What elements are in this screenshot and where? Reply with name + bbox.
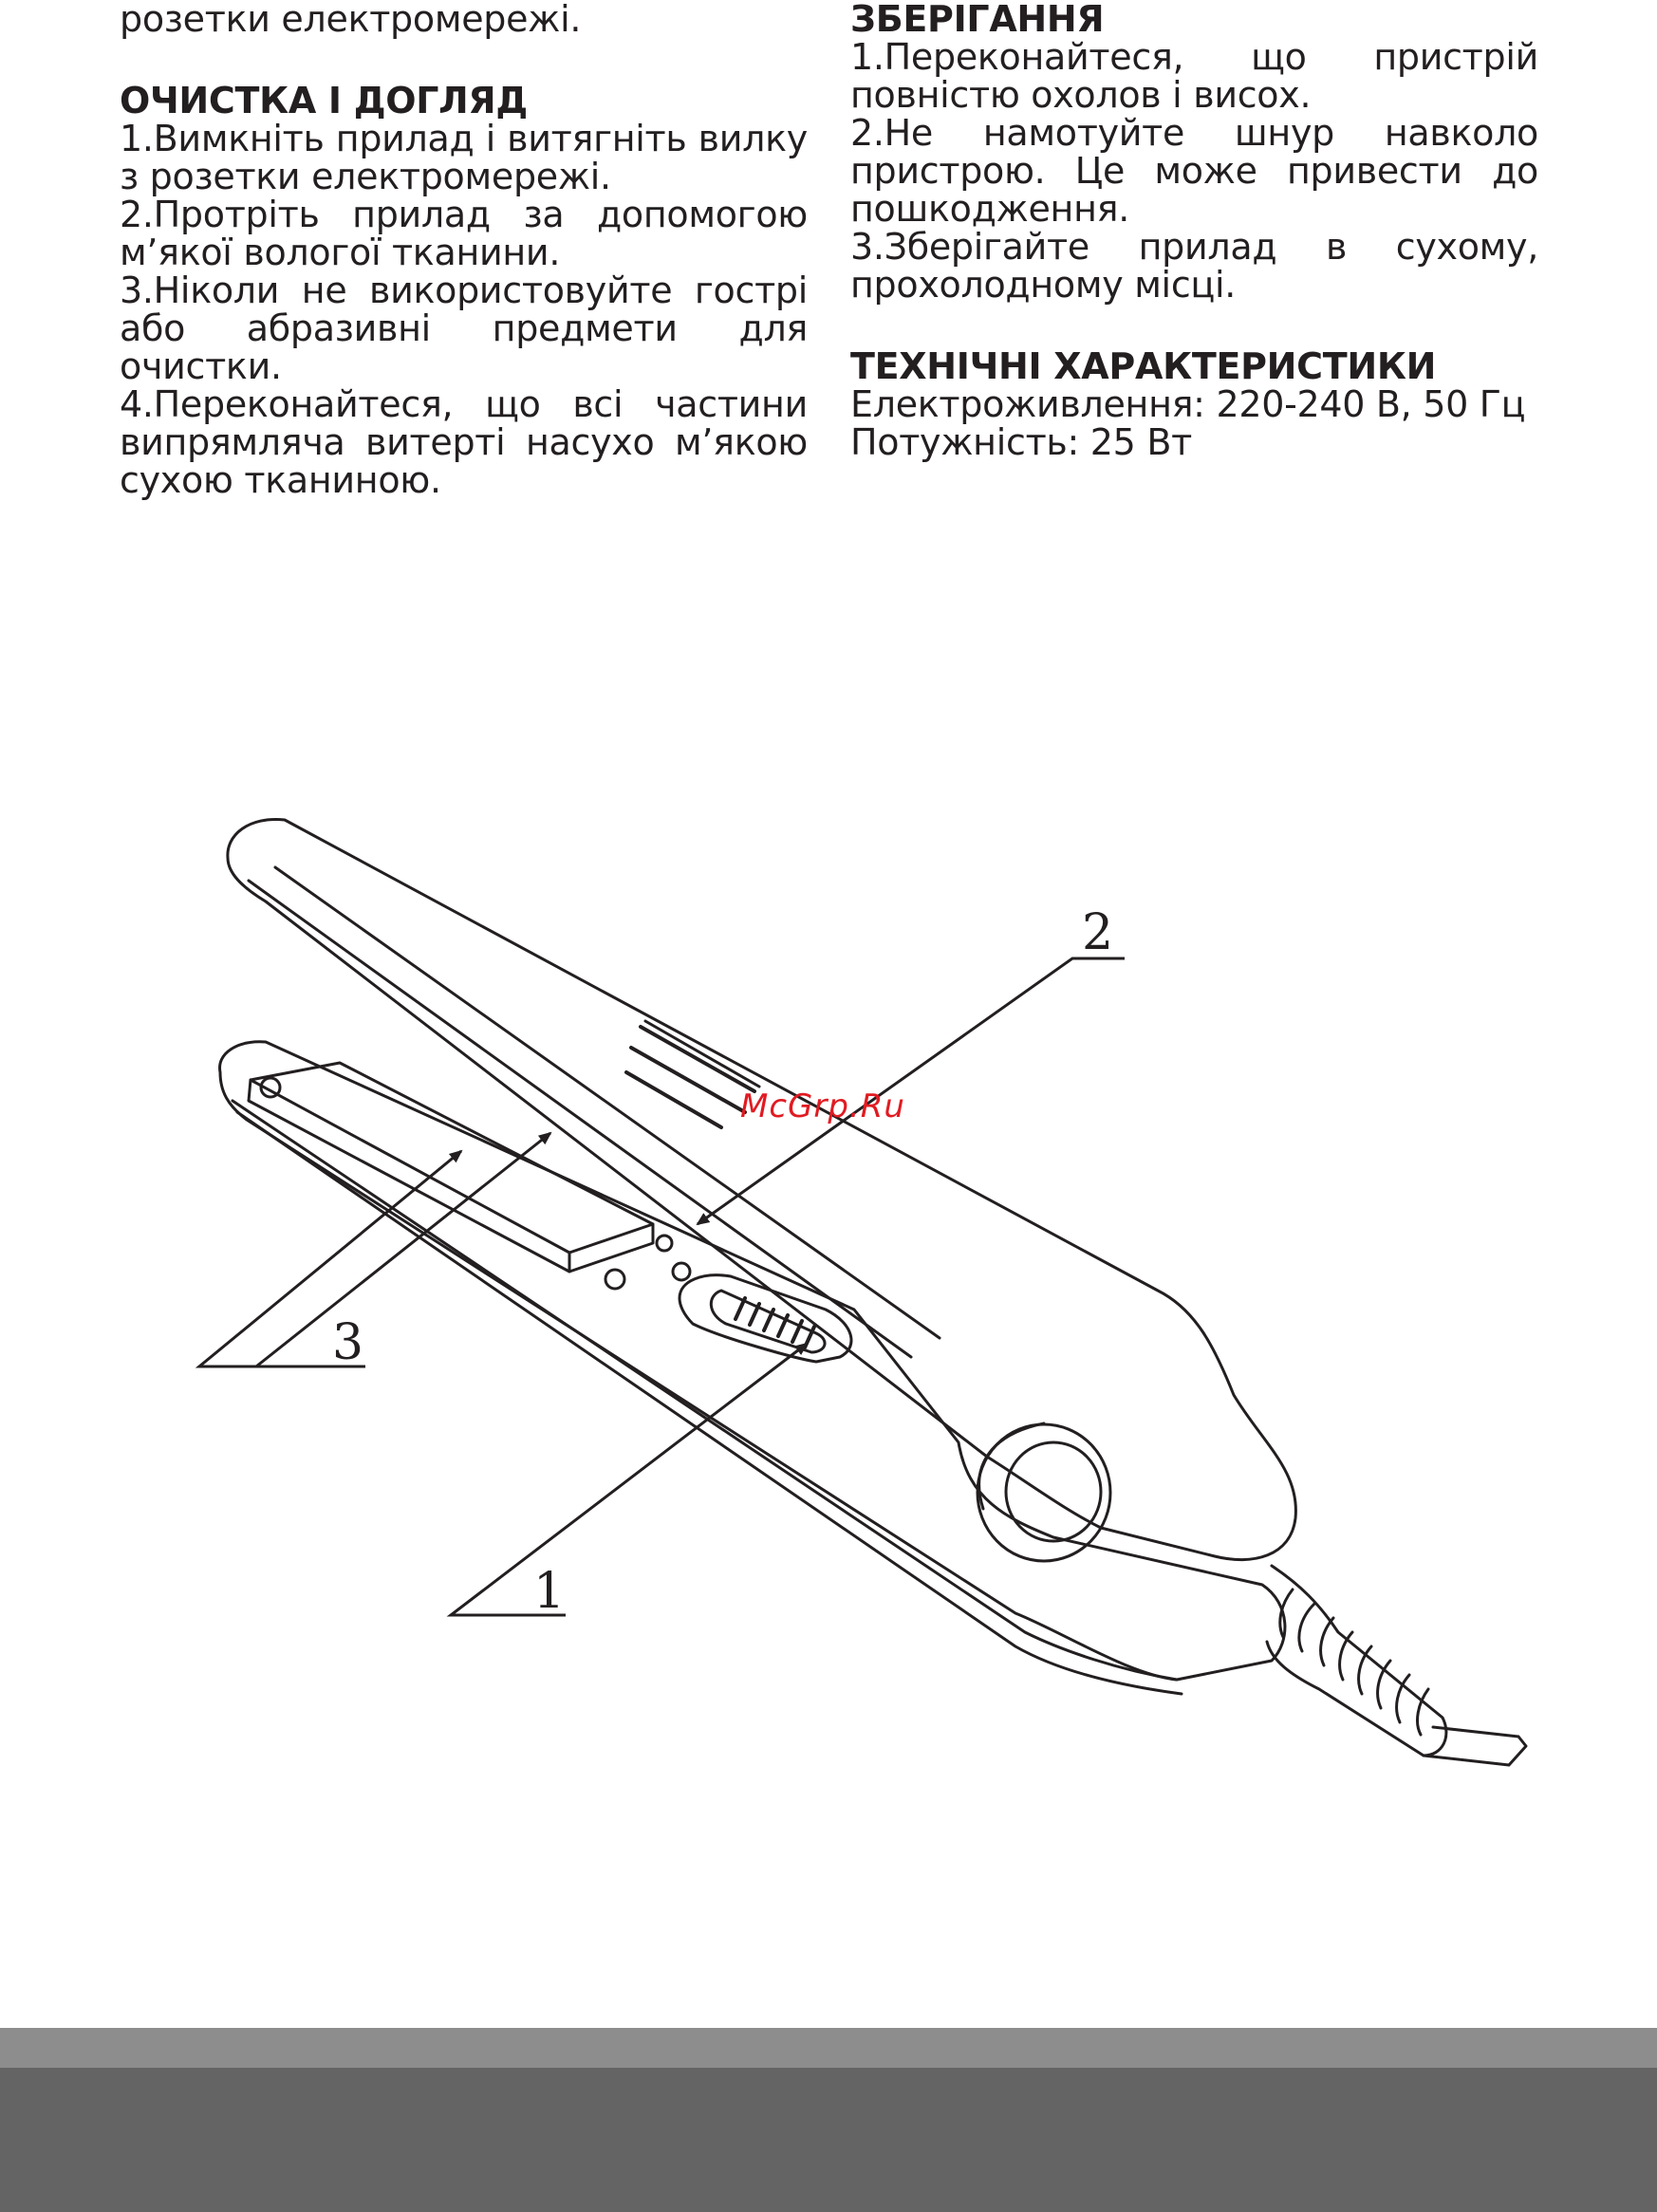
storage-item-3: 3.Зберігайте прилад в сухому, прохолодному місці. <box>850 226 1538 306</box>
cleaning-item-2: 2.Протріть прилад за допомогою м’якої вологої тканини. <box>120 194 808 273</box>
callout-3-leader-b <box>256 1133 550 1366</box>
callout-1-leader <box>451 1344 807 1615</box>
continuation-text: розетки електромережі. <box>120 0 582 40</box>
vent-slot <box>626 1027 754 1127</box>
straightener-illustration <box>0 778 1657 1775</box>
power-switch <box>680 1275 851 1362</box>
storage-item-2: 2.Не намотуйте шнур навколо пристрою. Це може привести до пошкодження. <box>850 112 1538 230</box>
specs-power-supply: Електроживлення: 220-240 В, 50 Гц <box>850 383 1526 425</box>
footer-band-dark <box>0 2068 1657 2212</box>
footer-band-light <box>0 2028 1657 2068</box>
callout-label-1: 1 <box>533 1563 566 1620</box>
storage-item-1: 1.Переконайтеся, що пристрій повністю охолов і висох. <box>850 36 1538 116</box>
watermark: McGrp.Ru <box>740 1087 905 1125</box>
cleaning-title: ОЧИСТКА І ДОГЛЯД <box>120 80 528 121</box>
heating-plate <box>249 1063 653 1272</box>
lower-arm-edge <box>233 1101 1177 1680</box>
power-cord <box>1424 1727 1526 1765</box>
left-column <box>120 0 808 499</box>
callout-3-leader-a <box>199 1151 461 1366</box>
storage-title: ЗБЕРІГАННЯ <box>850 0 1105 40</box>
right-column <box>850 0 1538 461</box>
specs-power: Потужність: 25 Вт <box>850 421 1192 463</box>
cleaning-item-3: 3.Ніколи не використовуйте гострі або абразивні предмети для очистки. <box>120 270 808 387</box>
cleaning-item-1: 1.Вимкніть прилад і витягніть вилку з розетки електромережі. <box>120 118 808 197</box>
callout-label-3: 3 <box>332 1314 364 1371</box>
callout-label-2: 2 <box>1082 904 1114 961</box>
lower-arm <box>220 1042 1285 1680</box>
specs-title: ТЕХНІЧНІ ХАРАКТЕРИСТИКИ <box>850 345 1437 387</box>
cleaning-item-4: 4.Переконайтеся, що всі частини випрямляча витерті насухо м’якою сухою тканиною. <box>120 383 808 501</box>
